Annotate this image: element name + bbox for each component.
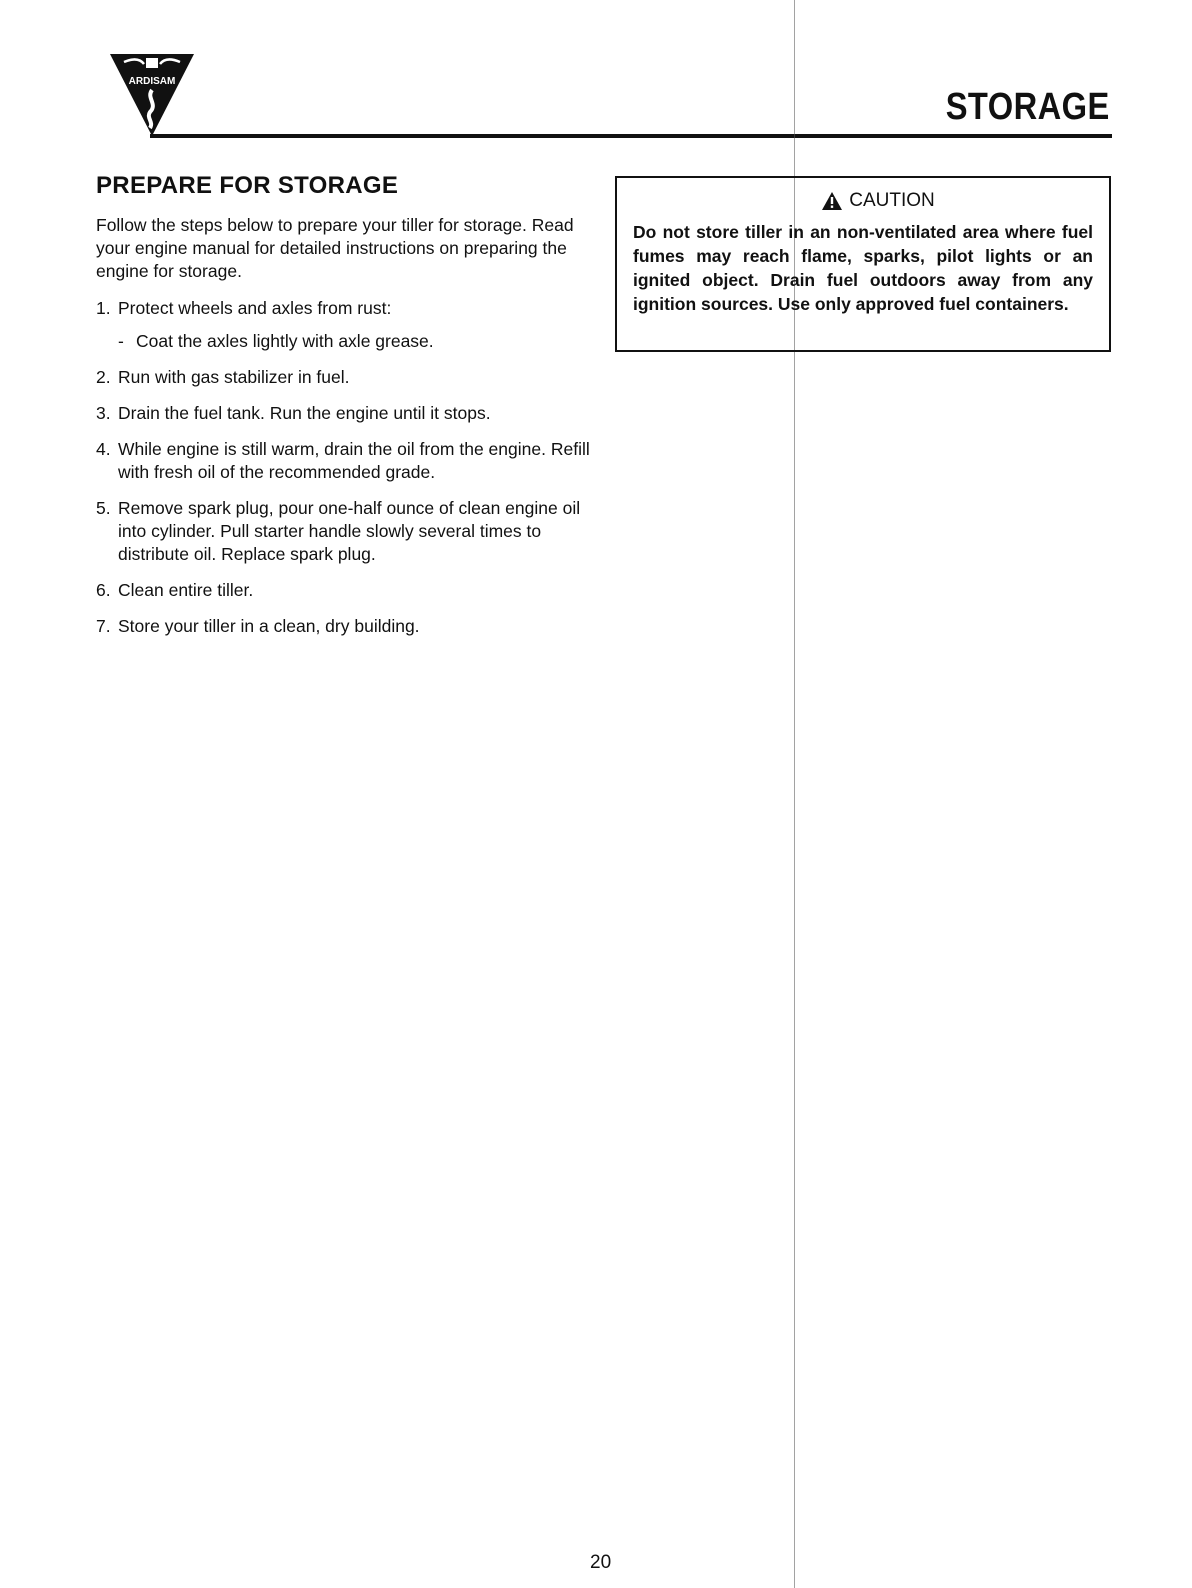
step-text: Store your tiller in a clean, dry building. — [118, 616, 420, 636]
step-number: 2. — [96, 367, 111, 387]
step-1 — [96, 297, 596, 353]
step-number: 1. — [96, 298, 111, 318]
step-5 — [96, 497, 596, 566]
header-rule — [150, 134, 1112, 138]
step-text: Protect wheels and axles from rust: — [118, 298, 392, 318]
step-7 — [96, 615, 596, 638]
caution-heading — [647, 190, 1109, 212]
step-text: Clean entire tiller. — [118, 580, 254, 600]
step-number: 4. — [96, 439, 111, 459]
step-text: Run with gas stabilizer in fuel. — [118, 367, 350, 387]
dash-bullet: - — [118, 331, 124, 351]
step-number: 3. — [96, 403, 111, 423]
intro-paragraph: Follow the steps below to prepare your tiller for storage. Read your engine manual for detailed instructions on preparing the engine for storage. — [96, 215, 574, 281]
logo-wordmark: ARDISAM — [128, 76, 176, 87]
sub-step-text: Coat the axles lightly with axle grease. — [136, 331, 434, 351]
step-number: 5. — [96, 498, 111, 518]
page-header-title: STORAGE — [945, 86, 1110, 128]
page-number: 20 — [590, 1552, 612, 1573]
sub-step — [118, 330, 596, 353]
step-text: Remove spark plug, pour one-half ounce of clean engine oil into cylinder. Pull starter handle slowly several times to distribute oil. Replace spark plug. — [118, 498, 581, 564]
warning-triangle-icon — [821, 191, 843, 211]
caution-label: CAUTION — [849, 190, 935, 211]
storage-instructions — [96, 172, 596, 651]
step-number: 6. — [96, 580, 111, 600]
section-title: PREPARE FOR STORAGE — [96, 172, 399, 199]
steps-list — [96, 297, 596, 638]
step-2 — [96, 366, 596, 389]
step-4 — [96, 438, 596, 484]
step-number: 7. — [96, 616, 111, 636]
caution-box — [615, 176, 1111, 352]
step-3 — [96, 402, 596, 425]
ardisam-logo — [108, 50, 196, 138]
step-text: While engine is still warm, drain the oil from the engine. Refill with fresh oil of the recommended grade. — [118, 439, 590, 482]
caution-text: Do not store tiller in an non-ventilated area where fuel fumes may reach flame, sparks, pilot lights or an ignited object. Drain fuel outdoors away from any ignition sources. Use only approved fuel containers. — [633, 222, 1093, 314]
step-6 — [96, 579, 596, 602]
step-text: Drain the fuel tank. Run the engine until it stops. — [118, 403, 491, 423]
